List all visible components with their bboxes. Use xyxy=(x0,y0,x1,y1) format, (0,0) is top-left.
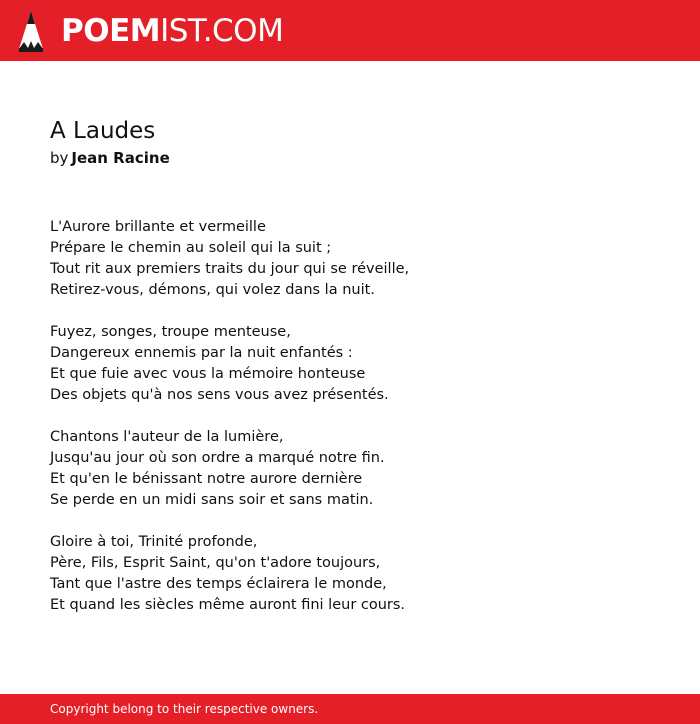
poem-line: Des objets qu'à nos sens vous avez présentés. xyxy=(50,387,389,403)
byline-prefix: by xyxy=(50,149,69,167)
poem-line: Jusqu'au jour où son ordre a marqué notre fin. xyxy=(50,450,385,466)
poem-line: Prépare le chemin au soleil qui la suit ; xyxy=(50,240,332,256)
logo-bold-part: POEM xyxy=(61,13,161,49)
poem-line: Gloire à toi, Trinité profonde, xyxy=(50,534,258,550)
poem-line: L'Aurore brillante et vermeille xyxy=(50,219,266,235)
poem-line: Fuyez, songes, troupe menteuse, xyxy=(50,324,291,340)
poem-line: Père, Fils, Esprit Saint, qu'on t'adore toujours, xyxy=(50,555,381,571)
poem-line: Dangereux ennemis par la nuit enfantés : xyxy=(50,345,353,361)
site-header xyxy=(0,0,700,61)
copyright-text: Copyright belong to their respective owners. xyxy=(50,702,319,716)
site-footer xyxy=(0,694,700,724)
stanza xyxy=(50,217,650,301)
poem-line: Et quand les siècles même auront fini leur cours. xyxy=(50,597,406,613)
stanza xyxy=(50,427,650,511)
poem-body xyxy=(50,217,650,616)
poem-line: Chantons l'auteur de la lumière, xyxy=(50,429,284,445)
stanza xyxy=(50,322,650,406)
poem-line: Retirez-vous, démons, qui volez dans la nuit. xyxy=(50,282,375,298)
poem-line: Se perde en un midi sans soir et sans matin. xyxy=(50,492,374,508)
site-logo-text xyxy=(61,13,284,49)
poem-line: Et que fuie avec vous la mémoire honteuse xyxy=(50,366,366,382)
poem-line: Tant que l'astre des temps éclairera le monde, xyxy=(50,576,387,592)
poem-title: A Laudes xyxy=(50,118,156,144)
poem-byline xyxy=(50,147,650,169)
logo-light-part: IST.COM xyxy=(160,13,284,49)
poem-line: Tout rit aux premiers traits du jour qui se réveille, xyxy=(50,261,410,277)
site-logo-link[interactable] xyxy=(0,0,283,61)
poem-line: Et qu'en le bénissant notre aurore dernière xyxy=(50,471,363,487)
pencil-tip-icon xyxy=(18,10,44,52)
author-link[interactable]: Jean Racine xyxy=(71,149,170,167)
stanza xyxy=(50,532,650,616)
poem-content xyxy=(50,116,650,637)
